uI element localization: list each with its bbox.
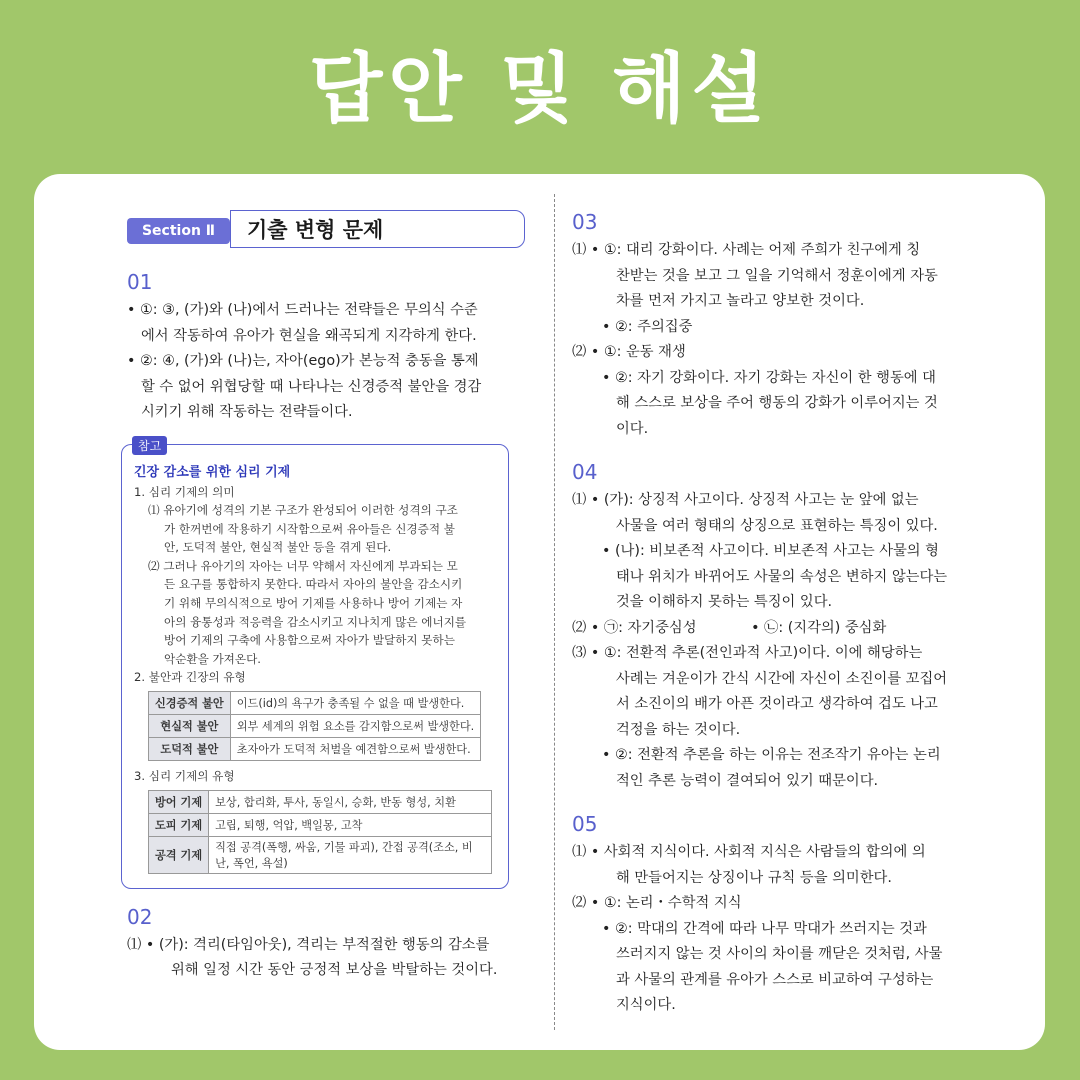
table-row <box>149 790 492 813</box>
note-paragraph-line: ⑵ 그러나 유아기의 자아는 너무 약해서 자신에게 부과되는 모 <box>148 558 458 573</box>
reference-tag: 참고 <box>132 436 167 455</box>
q04-line: ⑵ • ㉠: 자기중심성 • ㉡: (지각의) 중심화 <box>572 619 887 636</box>
table-row <box>149 692 481 715</box>
table-row <box>149 836 492 873</box>
q04-line: 걱정을 하는 것이다. <box>616 721 741 738</box>
q03-line: • ②: 주의집중 <box>602 318 693 335</box>
section-title: 기출 변형 문제 <box>230 210 525 248</box>
table-row <box>149 738 481 761</box>
q05-line: ⑵ • ①: 논리・수학적 지식 <box>572 895 742 911</box>
table-value: 외부 세계의 위험 요소를 감지함으로써 발생한다. <box>230 715 480 738</box>
q03-line: • ②: 자기 강화이다. 자기 강화는 자신이 한 행동에 대 <box>602 369 936 386</box>
table-key: 도피 기제 <box>149 813 209 836</box>
section-header <box>127 210 527 250</box>
table-key: 도덕적 불안 <box>149 738 231 761</box>
note-title: 긴장 감소를 위한 심리 기제 <box>134 464 291 480</box>
left-column <box>127 210 527 984</box>
note-paragraph-line: 든 요구를 통합하지 못한다. 따라서 자아의 불안을 감소시키 <box>164 577 463 592</box>
section-badge: Section Ⅱ <box>127 218 230 244</box>
table-value: 고립, 퇴행, 억압, 백일몽, 고착 <box>209 813 492 836</box>
note-heading: 2. 불안과 긴장의 유형 <box>134 670 246 685</box>
q01-line: 할 수 없어 위협당할 때 나타나는 신경증적 불안을 경감 <box>141 378 482 395</box>
table-value: 초자아가 도덕적 처벌을 예견함으로써 발생한다. <box>230 738 480 761</box>
table-row <box>149 715 481 738</box>
q03-line: ⑵ • ①: 운동 재생 <box>572 344 686 360</box>
question-number-03: 03 <box>572 210 598 234</box>
note-paragraph-line: 방어 기제의 구축에 사용함으로써 자아가 발달하지 못하는 <box>164 633 455 648</box>
q03-line: 해 스스로 보상을 주어 행동의 강화가 이루어지는 것 <box>616 395 938 411</box>
q05-line: ⑴ • 사회적 지식이다. 사회적 지식은 사람들의 합의에 의 <box>572 844 926 860</box>
q04-line: 서 소진이의 배가 아픈 것이라고 생각하여 겁도 나고 <box>616 696 938 712</box>
q04-line: • (나): 비보존적 사고이다. 비보존적 사고는 사물의 형 <box>602 543 939 559</box>
table-value: 직접 공격(폭행, 싸움, 기물 파괴), 간접 공격(조소, 비난, 폭언, 욕설) <box>209 836 492 873</box>
q02-line: 위해 일정 시간 동안 긍정적 보상을 박탈하는 것이다. <box>171 962 498 979</box>
note-paragraph-line: 악순환을 가져온다. <box>164 651 261 666</box>
q04-line: 사물을 여러 형태의 상징으로 표현하는 특징이 있다. <box>616 517 938 534</box>
q03-line: 이다. <box>616 420 649 437</box>
note-paragraph-line: 아의 융통성과 적응력을 감소시키고 지나치게 많은 에너지를 <box>164 614 467 629</box>
column-divider <box>554 194 555 1030</box>
question-number-04: 04 <box>572 460 598 484</box>
table-value: 이드(id)의 욕구가 충족될 수 없을 때 발생한다. <box>230 692 480 715</box>
q02-line: ⑴ • (가): 격리(타임아웃), 격리는 부적절한 행동의 감소를 <box>127 936 490 953</box>
q01-line: 에서 작동하여 유아가 현실을 왜곡되게 지각하게 한다. <box>141 327 477 344</box>
note-paragraph-line: 가 한꺼번에 작용하기 시작함으로써 유아들은 신경증적 불 <box>164 521 455 536</box>
table-key: 현실적 불안 <box>149 715 231 738</box>
q05-line: • ②: 막대의 간격에 따라 나무 막대가 쓰러지는 것과 <box>602 920 927 937</box>
right-column <box>572 210 982 1019</box>
q03-line: 차를 먼저 가지고 놀라고 양보한 것이다. <box>616 293 865 309</box>
q01-line: • ②: ④, (가)와 (나)는, 자아(ego)가 본능적 충동을 통제 <box>127 353 479 369</box>
note-heading: 3. 심리 기제의 유형 <box>134 769 235 784</box>
banner-title: 답안 및 해설 <box>309 44 771 133</box>
q04-line: ⑶ • ①: 전환적 추론(전인과적 사고)이다. 이에 해당하는 <box>572 645 923 661</box>
q03-line: ⑴ • ①: 대리 강화이다. 사례는 어제 주희가 친구에게 칭 <box>572 242 921 258</box>
q05-line: 과 사물의 관계를 유아가 스스로 비교하여 구성하는 <box>616 971 934 988</box>
q04-line: 적인 추론 능력이 결여되어 있기 때문이다. <box>616 772 879 789</box>
reference-note-box <box>121 438 509 889</box>
q04-line: ⑴ • (가): 상징적 사고이다. 상징적 사고는 눈 앞에 없는 <box>572 492 919 508</box>
q04-line: 태나 위치가 바뀌어도 사물의 속성은 변하지 않는다는 <box>616 568 948 585</box>
note-paragraph-line: ⑴ 유아기에 성격의 기본 구조가 완성되어 이러한 성격의 구조 <box>148 503 458 518</box>
note-heading: 1. 심리 기제의 의미 <box>134 484 235 499</box>
q04-line: 것을 이해하지 못하는 특징이 있다. <box>616 594 833 610</box>
anxiety-types-table <box>148 691 481 761</box>
table-key: 신경증적 불안 <box>149 692 231 715</box>
q05-line: 해 만들어지는 상징이나 규칙 등을 의미한다. <box>616 869 892 886</box>
q03-line: 찬받는 것을 보고 그 일을 기억해서 정훈이에게 자동 <box>616 267 938 284</box>
question-number-05: 05 <box>572 812 598 836</box>
q04-line: • ②: 전환적 추론을 하는 이유는 전조작기 유아는 논리 <box>602 747 941 763</box>
note-paragraph-line: 안, 도덕적 불안, 현실적 불안 등을 겪게 된다. <box>164 540 392 555</box>
answer-sheet-card <box>34 174 1045 1050</box>
question-number-02: 02 <box>127 904 153 929</box>
table-key: 방어 기제 <box>149 790 209 813</box>
q01-line: 시키기 위해 작동하는 전략들이다. <box>141 404 353 420</box>
table-row <box>149 813 492 836</box>
q04-line: 사례는 겨운이가 간식 시간에 자신이 소진이를 꼬집어 <box>616 670 948 687</box>
q05-line: 지식이다. <box>616 997 676 1013</box>
mechanism-types-table <box>148 790 492 874</box>
question-number-01: 01 <box>127 270 153 294</box>
note-paragraph-line: 기 위해 무의식적으로 방어 기제를 사용하나 방어 기제는 자 <box>164 596 463 611</box>
q05-line: 쓰러지지 않는 것 사이의 차이를 깨닫은 것처럼, 사물 <box>616 946 943 962</box>
table-key: 공격 기제 <box>149 836 209 873</box>
table-value: 보상, 합리화, 투사, 동일시, 승화, 반동 형성, 치환 <box>209 790 492 813</box>
q01-line: • ①: ③, (가)와 (나)에서 드러나는 전략들은 무의식 수준 <box>127 302 478 318</box>
